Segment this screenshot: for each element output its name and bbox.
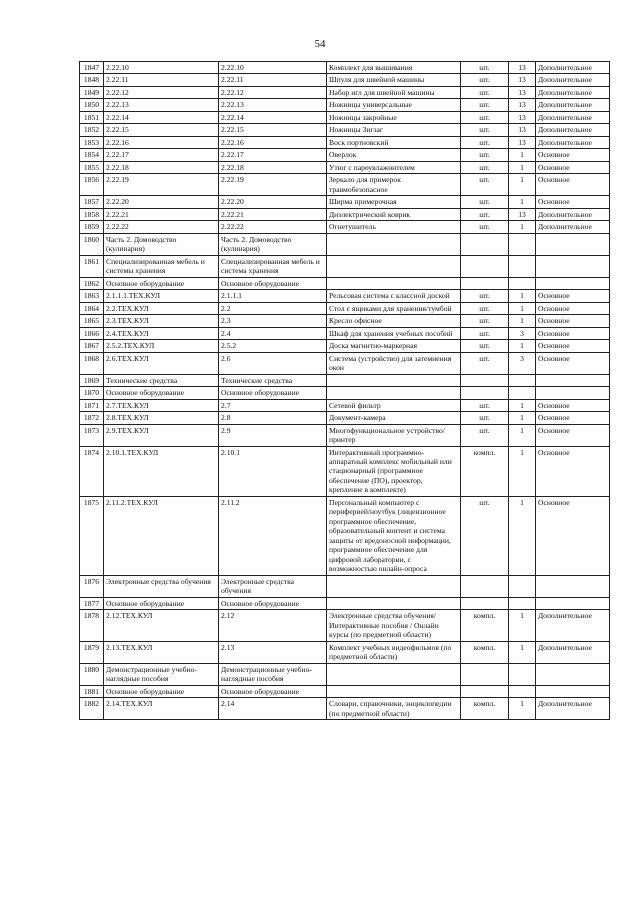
row-equipment-type: Дополнительное [536, 221, 610, 233]
row-equipment-type: Дополнительное [536, 86, 610, 98]
row-quantity: 1 [509, 174, 536, 196]
row-unit [461, 233, 509, 255]
row-code-secondary: Основное оборудование [219, 597, 327, 609]
row-item-name: Шпуля для швейной машины [327, 74, 461, 86]
row-code: 2.22.12 [104, 86, 219, 98]
table-row [80, 597, 610, 609]
row-number: 1865 [80, 315, 104, 327]
row-code: Демонстрационные учебно-наглядные пособия [104, 663, 219, 685]
table-row [80, 161, 610, 173]
row-code: 2.22.19 [104, 174, 219, 196]
row-item-name: Ножницы универсальные [327, 99, 461, 111]
row-equipment-type: Основное [536, 327, 610, 339]
row-equipment-type: Дополнительное [536, 641, 610, 663]
row-code-secondary: 2.10.1 [219, 446, 327, 496]
row-unit: шт. [461, 196, 509, 208]
row-number: 1867 [80, 340, 104, 352]
row-code: 2.22.14 [104, 111, 219, 123]
row-unit [461, 575, 509, 597]
row-quantity: 13 [509, 62, 536, 74]
row-code: 2.22.13 [104, 99, 219, 111]
row-equipment-type: Дополнительное [536, 99, 610, 111]
row-number: 1856 [80, 174, 104, 196]
row-code-secondary: Электронные средства обучения [219, 575, 327, 597]
row-equipment-type: Основное [536, 496, 610, 575]
row-number: 1858 [80, 208, 104, 220]
row-code-secondary: 2.9 [219, 424, 327, 446]
row-number: 1863 [80, 290, 104, 302]
row-quantity [509, 597, 536, 609]
row-equipment-type [536, 663, 610, 685]
row-equipment-type: Дополнительное [536, 124, 610, 136]
row-quantity: 1 [509, 424, 536, 446]
row-number: 1860 [80, 233, 104, 255]
row-code: 2.22.10 [104, 62, 219, 74]
row-unit [461, 277, 509, 289]
row-number: 1873 [80, 424, 104, 446]
row-code-secondary: 2.8 [219, 412, 327, 424]
row-quantity: 3 [509, 327, 536, 339]
row-code-secondary: 2.22.20 [219, 196, 327, 208]
row-quantity: 1 [509, 446, 536, 496]
row-equipment-type: Основное [536, 315, 610, 327]
row-equipment-type: Дополнительное [536, 62, 610, 74]
row-code-secondary: Основное оборудование [219, 685, 327, 697]
row-unit [461, 685, 509, 697]
row-code: Основное оборудование [104, 277, 219, 289]
row-unit: шт. [461, 399, 509, 411]
row-equipment-type: Основное [536, 412, 610, 424]
row-quantity: 1 [509, 340, 536, 352]
row-unit: шт. [461, 424, 509, 446]
row-quantity: 1 [509, 161, 536, 173]
table-row [80, 610, 610, 641]
row-item-name: Стол с ящиками для хранения/тумбой [327, 302, 461, 314]
row-code-secondary: 2.22.10 [219, 62, 327, 74]
row-item-name: Персональный компьютер с периферией/ноутбук (лицензионное программное обеспечение, образовательный контент и система защиты от вредоносной информации, программное обеспечение для цифровой лаборатории, с возможностью онлайн-опроса [327, 496, 461, 575]
row-quantity [509, 233, 536, 255]
row-code: Основное оборудование [104, 387, 219, 399]
table-row [80, 399, 610, 411]
row-unit: шт. [461, 496, 509, 575]
row-code: 2.22.11 [104, 74, 219, 86]
row-code-secondary: Часть 2. Домоводство (кулинария) [219, 233, 327, 255]
row-code-secondary: 2.12 [219, 610, 327, 641]
row-item-name: Утюг с пароувлажнителем [327, 161, 461, 173]
row-quantity [509, 277, 536, 289]
row-number: 1862 [80, 277, 104, 289]
row-code: 2.6.ТЕХ.КУЛ [104, 352, 219, 374]
row-code: Часть 2. Домоводство (кулинария) [104, 233, 219, 255]
row-unit [461, 255, 509, 277]
table-row [80, 277, 610, 289]
row-number: 1872 [80, 412, 104, 424]
table-row [80, 302, 610, 314]
row-item-name: Доска магнитно-маркерная [327, 340, 461, 352]
row-quantity: 1 [509, 610, 536, 641]
row-item-name: Интерактивный программно-аппаратный комплекс мобильный или стационарный (программное обеспечение (ПО), проектор, крепление в комплекте) [327, 446, 461, 496]
row-unit: шт. [461, 221, 509, 233]
row-quantity: 1 [509, 412, 536, 424]
row-item-name: Рельсовая система с классной доской [327, 290, 461, 302]
table-row [80, 208, 610, 220]
row-item-name: Шкаф для хранения учебных пособий [327, 327, 461, 339]
row-unit: шт. [461, 111, 509, 123]
table-row [80, 99, 610, 111]
row-code-secondary: Основное оборудование [219, 387, 327, 399]
row-item-name [327, 277, 461, 289]
row-number: 1882 [80, 698, 104, 720]
row-number: 1847 [80, 62, 104, 74]
row-item-name [327, 663, 461, 685]
row-code-secondary: 2.22.14 [219, 111, 327, 123]
row-code-secondary: Демонстрационные учебно-наглядные пособия [219, 663, 327, 685]
row-number: 1864 [80, 302, 104, 314]
row-code-secondary: 2.11.2 [219, 496, 327, 575]
row-quantity [509, 387, 536, 399]
table-row [80, 663, 610, 685]
row-code: 2.22.21 [104, 208, 219, 220]
table-row [80, 446, 610, 496]
row-unit: шт. [461, 290, 509, 302]
row-unit [461, 597, 509, 609]
table-row [80, 424, 610, 446]
row-code-secondary: 2.4 [219, 327, 327, 339]
row-code-secondary: 2.22.11 [219, 74, 327, 86]
equipment-table [79, 61, 610, 720]
row-unit: шт. [461, 174, 509, 196]
row-equipment-type: Дополнительное [536, 111, 610, 123]
row-quantity: 13 [509, 208, 536, 220]
row-code-secondary: 2.22.22 [219, 221, 327, 233]
row-number: 1874 [80, 446, 104, 496]
row-item-name: Ножницы закройные [327, 111, 461, 123]
row-number: 1876 [80, 575, 104, 597]
row-item-name [327, 387, 461, 399]
row-equipment-type [536, 387, 610, 399]
row-quantity: 1 [509, 399, 536, 411]
table-row [80, 496, 610, 575]
row-equipment-type: Основное [536, 174, 610, 196]
row-item-name: Документ-камера [327, 412, 461, 424]
row-quantity [509, 685, 536, 697]
table-row [80, 196, 610, 208]
row-unit: компл. [461, 610, 509, 641]
row-number: 1853 [80, 136, 104, 148]
row-number: 1857 [80, 196, 104, 208]
row-equipment-type [536, 575, 610, 597]
row-code: Основное оборудование [104, 685, 219, 697]
row-item-name: Комплект учебных видеофильмов (по предметной области) [327, 641, 461, 663]
row-number: 1854 [80, 149, 104, 161]
row-quantity: 13 [509, 111, 536, 123]
row-code: 2.11.2.ТЕХ.КУЛ [104, 496, 219, 575]
row-quantity [509, 255, 536, 277]
row-code: 2.22.17 [104, 149, 219, 161]
row-item-name: Ножницы Зигзаг [327, 124, 461, 136]
row-code: 2.14.ТЕХ.КУЛ [104, 698, 219, 720]
row-item-name: Кресло офисное [327, 315, 461, 327]
row-number: 1866 [80, 327, 104, 339]
row-code-secondary: Технические средства [219, 374, 327, 386]
row-code-secondary: 2.5.2 [219, 340, 327, 352]
row-quantity: 13 [509, 99, 536, 111]
row-equipment-type: Основное [536, 352, 610, 374]
row-quantity: 13 [509, 86, 536, 98]
row-unit [461, 387, 509, 399]
row-code-secondary: 2.22.15 [219, 124, 327, 136]
row-item-name: Многофункциональное устройство/принтер [327, 424, 461, 446]
row-quantity: 13 [509, 74, 536, 86]
row-unit: компл. [461, 698, 509, 720]
row-unit: компл. [461, 641, 509, 663]
row-code: 2.9.ТЕХ.КУЛ [104, 424, 219, 446]
row-item-name [327, 233, 461, 255]
row-quantity: 1 [509, 315, 536, 327]
table-row [80, 149, 610, 161]
table-row [80, 221, 610, 233]
table-row [80, 74, 610, 86]
row-number: 1870 [80, 387, 104, 399]
row-code-secondary: 2.22.19 [219, 174, 327, 196]
table-row [80, 641, 610, 663]
row-equipment-type [536, 255, 610, 277]
row-number: 1875 [80, 496, 104, 575]
row-number: 1878 [80, 610, 104, 641]
row-number: 1871 [80, 399, 104, 411]
row-equipment-type: Основное [536, 302, 610, 314]
row-equipment-type: Основное [536, 424, 610, 446]
row-number: 1868 [80, 352, 104, 374]
row-code-secondary: 2.7 [219, 399, 327, 411]
row-code: 2.22.20 [104, 196, 219, 208]
row-unit: шт. [461, 149, 509, 161]
row-unit: шт. [461, 208, 509, 220]
row-quantity [509, 374, 536, 386]
row-code-secondary: 2.2 [219, 302, 327, 314]
row-quantity: 3 [509, 352, 536, 374]
row-item-name: Словари, справочники, энциклопедии (по предметной области) [327, 698, 461, 720]
row-item-name: Сетевой фильтр [327, 399, 461, 411]
table-row [80, 315, 610, 327]
row-code-secondary: 2.22.18 [219, 161, 327, 173]
row-code-secondary: Основное оборудование [219, 277, 327, 289]
table-row [80, 412, 610, 424]
table-row [80, 233, 610, 255]
row-unit: шт. [461, 302, 509, 314]
row-unit: шт. [461, 99, 509, 111]
row-equipment-type: Основное [536, 290, 610, 302]
table-row [80, 62, 610, 74]
row-code: 2.12.ТЕХ.КУЛ [104, 610, 219, 641]
row-unit: шт. [461, 327, 509, 339]
table-row [80, 698, 610, 720]
row-equipment-type: Основное [536, 149, 610, 161]
table-row [80, 174, 610, 196]
row-item-name [327, 374, 461, 386]
row-code-secondary: 2.22.12 [219, 86, 327, 98]
row-number: 1861 [80, 255, 104, 277]
row-quantity: 1 [509, 221, 536, 233]
row-item-name [327, 575, 461, 597]
table-row [80, 327, 610, 339]
table-row [80, 86, 610, 98]
row-item-name [327, 597, 461, 609]
row-number: 1851 [80, 111, 104, 123]
row-equipment-type [536, 685, 610, 697]
row-equipment-type [536, 597, 610, 609]
row-item-name: Зеркало для примерок травмобезопасное [327, 174, 461, 196]
row-code: 2.7.ТЕХ.КУЛ [104, 399, 219, 411]
row-number: 1869 [80, 374, 104, 386]
row-number: 1855 [80, 161, 104, 173]
row-item-name: Диэлектрический коврик [327, 208, 461, 220]
table-row [80, 136, 610, 148]
row-item-name: Электронные средства обучения/Интерактивные пособия / Онлайн курсы (по предметной области) [327, 610, 461, 641]
row-code-secondary: 2.22.13 [219, 99, 327, 111]
table-row [80, 340, 610, 352]
row-code-secondary: 2.14 [219, 698, 327, 720]
row-code: 2.22.16 [104, 136, 219, 148]
row-item-name: Оверлок [327, 149, 461, 161]
row-item-name [327, 255, 461, 277]
row-number: 1879 [80, 641, 104, 663]
row-equipment-type: Основное [536, 196, 610, 208]
row-item-name: Огнетушитель [327, 221, 461, 233]
row-quantity: 1 [509, 302, 536, 314]
row-unit: шт. [461, 62, 509, 74]
row-quantity: 1 [509, 290, 536, 302]
row-unit: шт. [461, 315, 509, 327]
row-unit [461, 374, 509, 386]
row-number: 1849 [80, 86, 104, 98]
row-quantity: 1 [509, 496, 536, 575]
row-equipment-type: Основное [536, 161, 610, 173]
row-code-secondary: 2.22.16 [219, 136, 327, 148]
row-code-secondary: 2.22.17 [219, 149, 327, 161]
row-item-name [327, 685, 461, 697]
row-equipment-type: Дополнительное [536, 610, 610, 641]
row-item-name: Комплект для вышивания [327, 62, 461, 74]
row-unit: шт. [461, 124, 509, 136]
row-code: 2.5.2.ТЕХ.КУЛ [104, 340, 219, 352]
row-quantity: 1 [509, 698, 536, 720]
row-equipment-type [536, 374, 610, 386]
table-row [80, 575, 610, 597]
row-item-name: Набор игл для швейной машины [327, 86, 461, 98]
row-quantity: 1 [509, 641, 536, 663]
row-number: 1852 [80, 124, 104, 136]
row-number: 1850 [80, 99, 104, 111]
row-unit: компл. [461, 446, 509, 496]
row-unit: шт. [461, 136, 509, 148]
row-number: 1880 [80, 663, 104, 685]
row-quantity [509, 575, 536, 597]
row-quantity: 1 [509, 196, 536, 208]
row-code-secondary: 2.6 [219, 352, 327, 374]
page-number: 54 [314, 38, 326, 50]
row-code-secondary: Специализированная мебель и система хранения [219, 255, 327, 277]
row-code: 2.22.18 [104, 161, 219, 173]
table-row [80, 685, 610, 697]
row-unit: шт. [461, 161, 509, 173]
row-unit: шт. [461, 412, 509, 424]
row-quantity: 13 [509, 124, 536, 136]
row-code: 2.22.15 [104, 124, 219, 136]
row-unit [461, 663, 509, 685]
row-equipment-type: Основное [536, 399, 610, 411]
row-code: 2.10.1.ТЕХ.КУЛ [104, 446, 219, 496]
row-number: 1848 [80, 74, 104, 86]
row-code: 2.3.ТЕХ.КУЛ [104, 315, 219, 327]
row-equipment-type: Дополнительное [536, 136, 610, 148]
row-unit: шт. [461, 340, 509, 352]
row-quantity: 1 [509, 149, 536, 161]
table-row [80, 374, 610, 386]
row-code: Специализированная мебель и системы хранения [104, 255, 219, 277]
table-row [80, 255, 610, 277]
row-code: 2.8.ТЕХ.КУЛ [104, 412, 219, 424]
row-equipment-type [536, 233, 610, 255]
table-row [80, 290, 610, 302]
row-equipment-type: Основное [536, 340, 610, 352]
row-code: 2.22.22 [104, 221, 219, 233]
row-equipment-type: Дополнительное [536, 698, 610, 720]
row-item-name: Система (устройство) для затемнения окон [327, 352, 461, 374]
row-code: Электронные средства обучения [104, 575, 219, 597]
row-number: 1877 [80, 597, 104, 609]
row-equipment-type: Дополнительное [536, 208, 610, 220]
row-unit: шт. [461, 352, 509, 374]
row-code-secondary: 2.22.21 [219, 208, 327, 220]
row-code: 2.4.ТЕХ.КУЛ [104, 327, 219, 339]
row-item-name: Ширма примерочная [327, 196, 461, 208]
table-row [80, 111, 610, 123]
row-unit: шт. [461, 86, 509, 98]
table-row [80, 124, 610, 136]
row-code-secondary: 2.1.1.1 [219, 290, 327, 302]
table-row [80, 387, 610, 399]
row-item-name: Воск портновский [327, 136, 461, 148]
row-unit: шт. [461, 74, 509, 86]
row-code: Основное оборудование [104, 597, 219, 609]
row-code: 2.2.ТЕХ.КУЛ [104, 302, 219, 314]
row-code-secondary: 2.3 [219, 315, 327, 327]
row-equipment-type: Дополнительное [536, 74, 610, 86]
row-quantity [509, 663, 536, 685]
table-row [80, 352, 610, 374]
row-code-secondary: 2.13 [219, 641, 327, 663]
row-code: 2.1.1.1.ТЕХ.КУЛ [104, 290, 219, 302]
row-equipment-type: Основное [536, 446, 610, 496]
row-code: Технические средства [104, 374, 219, 386]
row-number: 1859 [80, 221, 104, 233]
row-quantity: 13 [509, 136, 536, 148]
row-number: 1881 [80, 685, 104, 697]
row-code: 2.13.ТЕХ.КУЛ [104, 641, 219, 663]
row-equipment-type [536, 277, 610, 289]
